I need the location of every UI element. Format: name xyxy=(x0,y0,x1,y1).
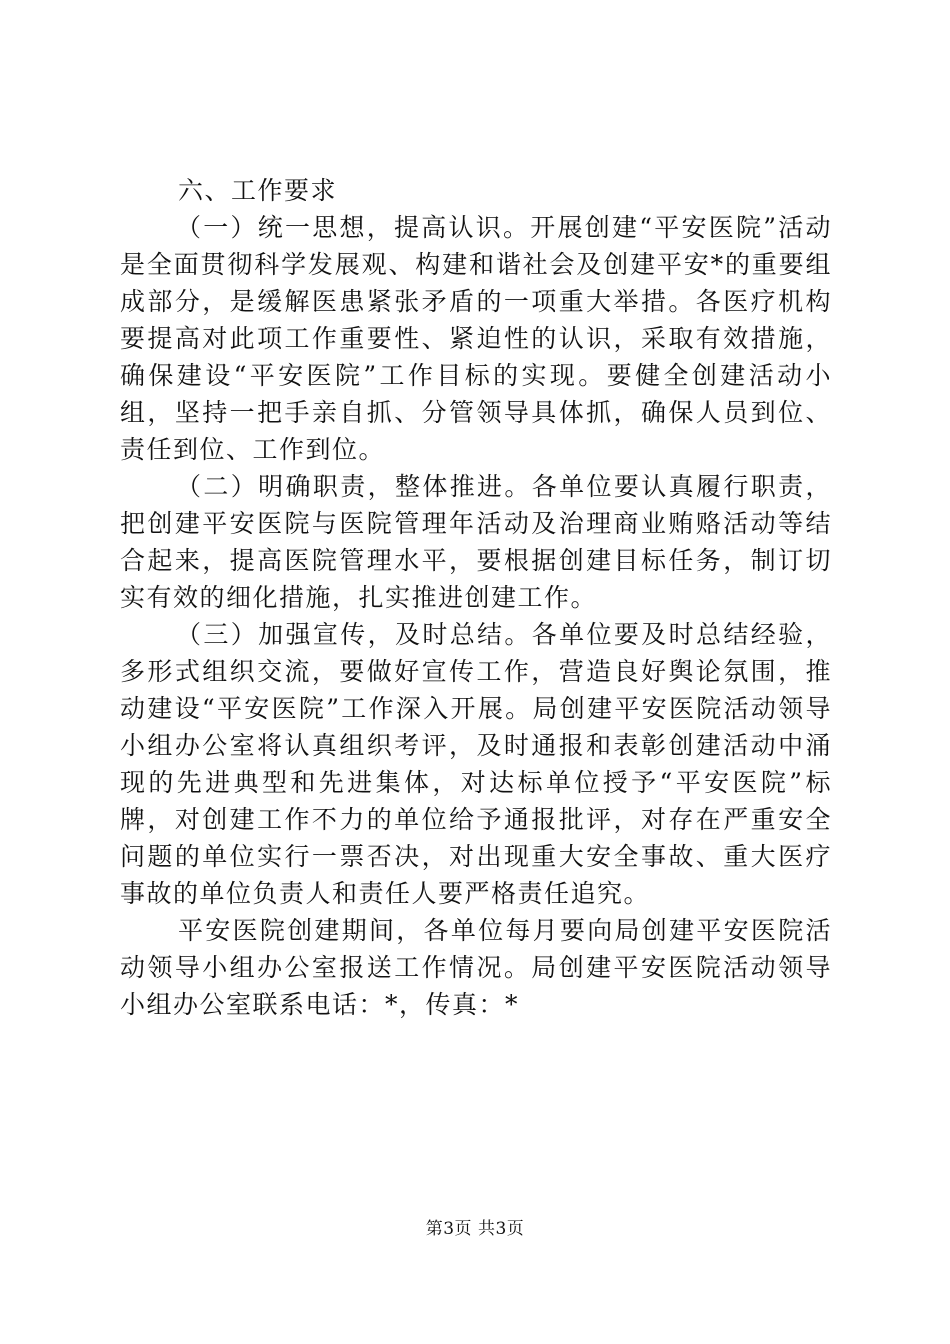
document-body xyxy=(120,172,832,1023)
paragraph-2: （二）明确职责，整体推进。各单位要认真履行职责，把创建平安医院与医院管理年活动及治理商业贿赂活动等结合起来，提高医院管理水平，要根据创建目标任务，制订切实有效的细化措施，扎实推进创建工作。 xyxy=(120,472,832,612)
paragraph-1: （一）统一思想，提高认识。开展创建“平安医院”活动是全面贯彻科学发展观、构建和谐社会及创建平安*的重要组成部分，是缓解医患紧张矛盾的一项重大举措。各医疗机构要提高对此项工作重要性、紧迫性的认识，采取有效措施，确保建设“平安医院”工作目标的实现。要健全创建活动小组，坚持一把手亲自抓、分管领导具体抓，确保人员到位、责任到位、工作到位。 xyxy=(120,213,832,464)
section-heading: 六、工作要求 xyxy=(178,176,338,205)
paragraph-3: （三）加强宣传，及时总结。各单位要及时总结经验，多形式组织交流，要做好宣传工作，营造良好舆论氛围，推动建设“平安医院”工作深入开展。局创建平安医院活动领导小组办公室将认真组织考评，及时通报和表彰创建活动中涌现的先进典型和先进集体，对达标单位授予“平安医院”标牌，对创建工作不力的单位给予通报批评，对存在严重安全问题的单位实行一票否决，对出现重大安全事故、重大医疗事故的单位负责人和责任人要严格责任追究。 xyxy=(120,620,832,908)
paragraph-4: 平安医院创建期间，各单位每月要向局创建平安医院活动领导小组办公室报送工作情况。局创建平安医院活动领导小组办公室联系电话：*，传真：* xyxy=(120,916,832,1019)
page-number: 第3页 共3页 xyxy=(425,1219,525,1239)
page-footer xyxy=(0,1214,950,1239)
